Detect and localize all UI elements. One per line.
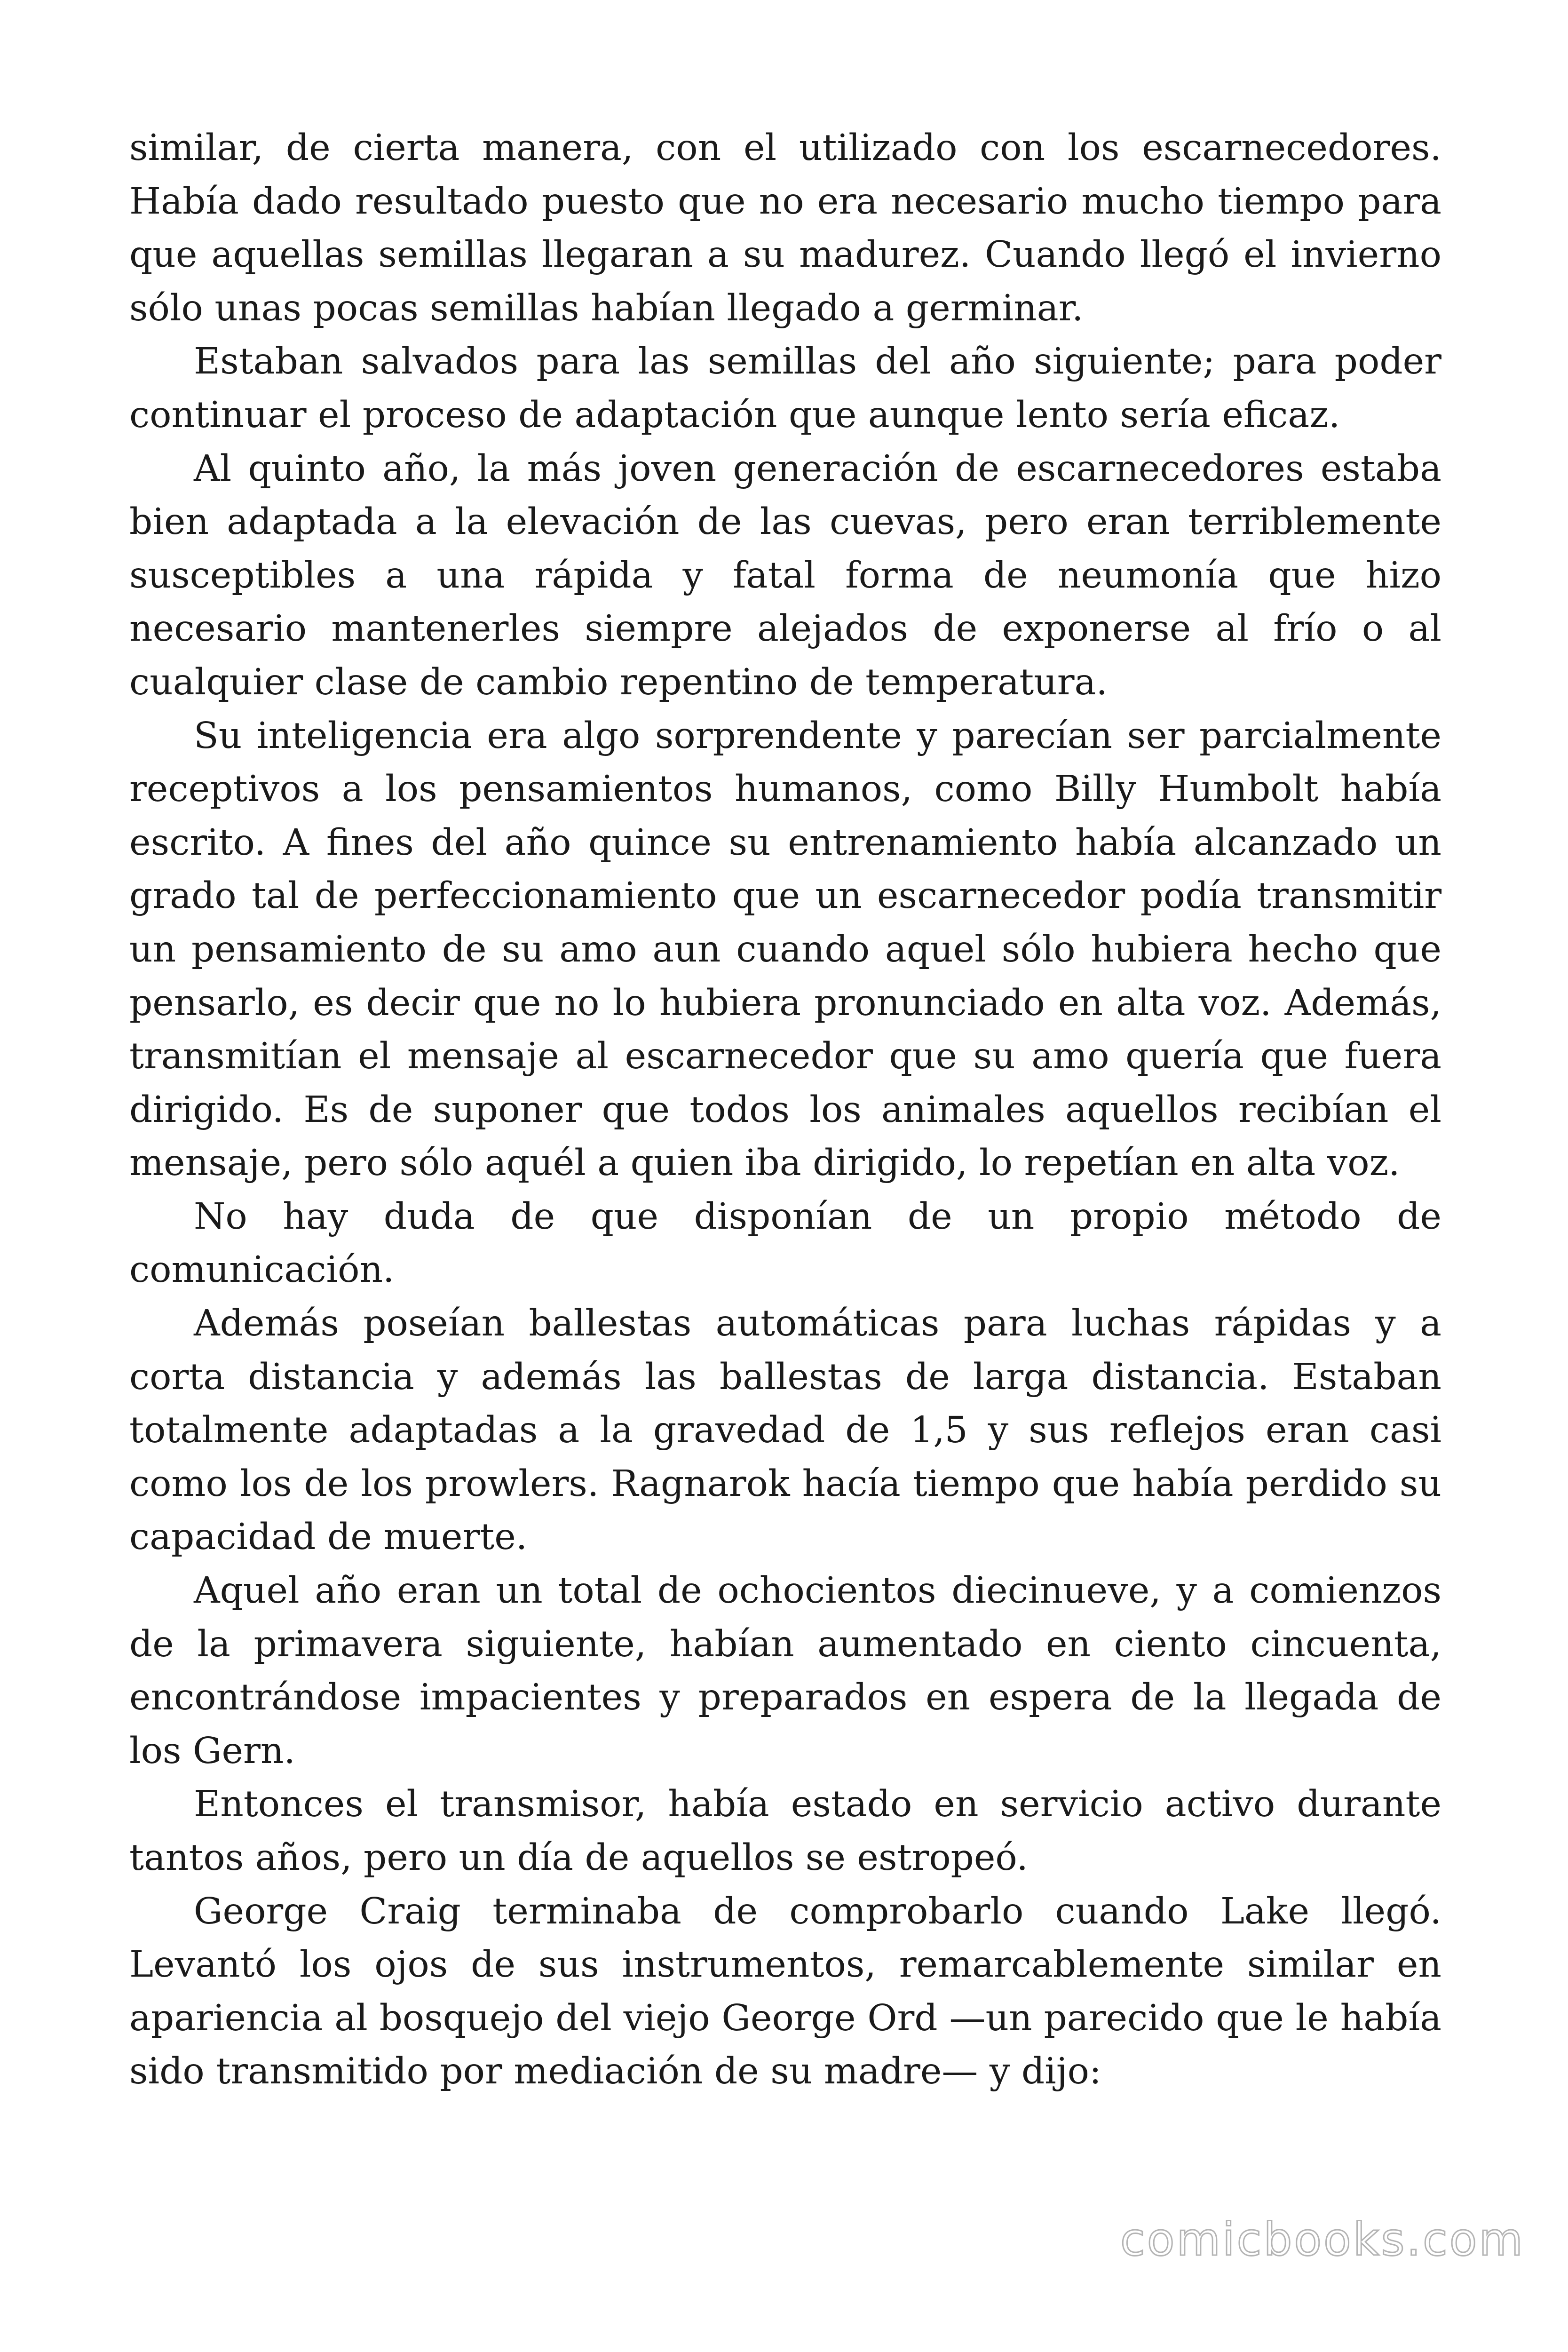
paragraph: Su inteligencia era algo sorprendente y parecían ser parcialmente receptivos a los pensamientos humanos, como Billy Humbolt había escrito. A fines del año quince su entrenamiento había alcanzado un grado tal de perfeccionamiento que un escarnecedor podía transmitir un pensamiento de su amo aun cuando aquel sólo hubiera hecho que pensarlo, es decir que no lo hubiera pronunciado en alta voz. Además, transmitían el mensaje al escarnecedor que su amo quería que fuera dirigido. Es de suponer que todos los animales aquellos recibían el mensaje, pero sólo aquél a quien iba dirigido, lo repetían en alta voz. <box>129 715 1441 1184</box>
paragraph: Estaban salvados para las semillas del año siguiente; para poder continuar el proceso de adaptación que aunque lento sería eficaz. <box>129 341 1441 436</box>
paragraph-continuation: similar, de cierta manera, con el utilizado con los escarnecedores. Había dado resultado puesto que no era necesario mucho tiempo para que aquellas semillas llegaran a su madurez. Cuando llegó el invierno sólo unas pocas semillas habían llegado a germinar. <box>129 127 1441 329</box>
body-text <box>129 121 1441 2098</box>
paragraph: Aquel año eran un total de ochocientos diecinueve, y a comienzos de la primavera siguiente, habían aumentado en ciento cincuenta, encontrándose impacientes y preparados en espera de la llegada de los Gern. <box>129 1570 1441 1772</box>
paragraph: Al quinto año, la más joven generación de escarnecedores estaba bien adaptada a la elevación de las cuevas, pero eran terriblemente susceptibles a una rápida y fatal forma de neumonía que hizo necesario mantenerles siempre alejados de exponerse al frío o al cualquier clase de cambio repentino de temperatura. <box>129 447 1441 703</box>
paragraph: Además poseían ballestas automáticas para luchas rápidas y a corta distancia y además las ballestas de larga distancia. Estaban totalmente adaptadas a la gravedad de 1,5 y sus reflejos eran casi como los de los prowlers. Ragnarok hacía tiempo que había perdido su capacidad de muerte. <box>129 1303 1441 1558</box>
watermark: comicbooks.com <box>1120 2213 1525 2266</box>
paragraph: George Craig terminaba de comprobarlo cuando Lake llegó. Levantó los ojos de sus instrumentos, remarcablemente similar en apariencia al bosquejo del viejo George Ord —un parecido que le había sido transmitido por mediación de su madre— y dijo: <box>129 1890 1441 2093</box>
paragraph: Entonces el transmisor, había estado en servicio activo durante tantos años, pero un día de aquellos se estropeó. <box>129 1783 1441 1879</box>
paragraph: No hay duda de que disponían de un propio método de comunicación. <box>129 1195 1441 1291</box>
